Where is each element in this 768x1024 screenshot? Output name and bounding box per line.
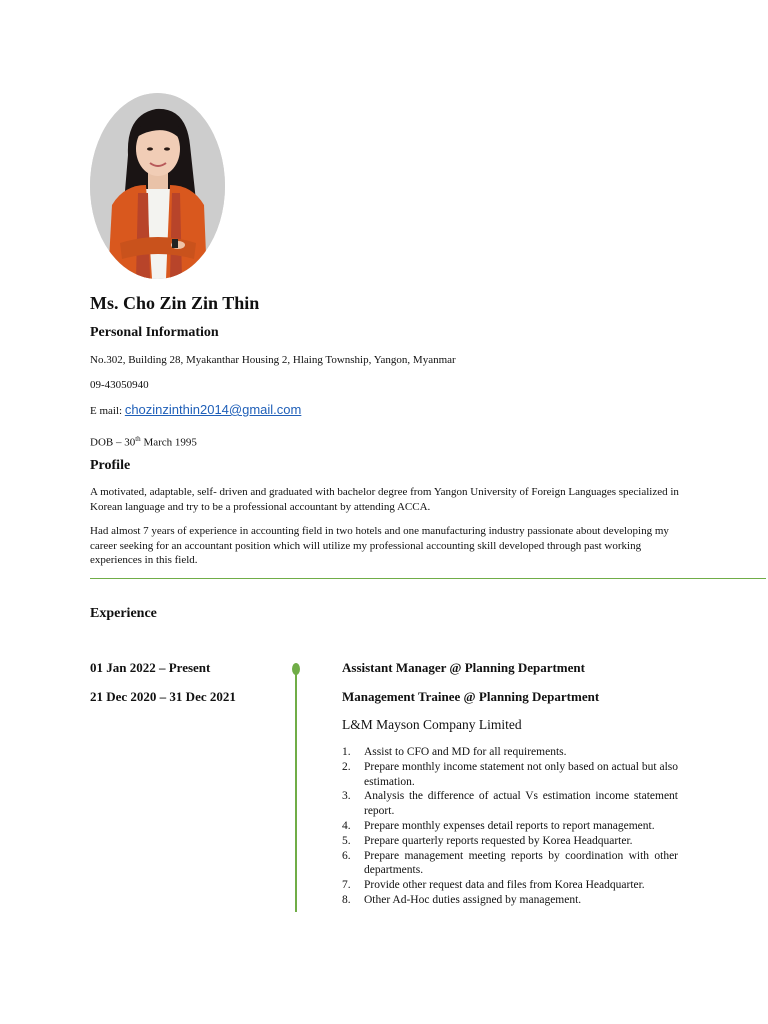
list-item: [342, 849, 678, 879]
list-item: [342, 789, 678, 819]
personal-info-heading: Personal Information: [90, 325, 219, 340]
timeline-dot: [292, 663, 300, 675]
portrait-illustration: [90, 93, 225, 279]
list-text: Assist to CFO and MD for all requirements.: [364, 746, 567, 758]
dob-suffix: March 1995: [140, 436, 197, 449]
role-title: Assistant Manager @ Planning Department: [342, 660, 585, 675]
dob-sup: th: [135, 435, 141, 443]
email-row: [90, 403, 301, 419]
list-item: [342, 745, 678, 760]
list-text: Other Ad-Hoc duties assigned by management.: [364, 893, 582, 906]
phone: 09-43050940: [90, 379, 149, 391]
list-number: 4.: [342, 819, 351, 832]
profile-photo: [90, 93, 225, 279]
list-item: [342, 819, 678, 834]
role-date: 01 Jan 2022 – Present: [90, 660, 211, 675]
section-divider: [90, 578, 766, 579]
list-number: 3.: [342, 790, 351, 803]
dob: [90, 432, 197, 450]
list-number: 6.: [342, 849, 351, 862]
list-number: 7.: [342, 879, 351, 892]
list-item: [342, 760, 678, 790]
list-number: 8.: [342, 893, 351, 906]
company-name: L&M Mayson Company Limited: [342, 717, 522, 732]
address: No.302, Building 28, Myakanthar Housing 2, Hlaing Township, Yangon, Myanmar: [90, 354, 456, 366]
profile-paragraph-1: A motivated, adaptable, self- driven and graduated with bachelor degree from Yangon University of Foreign Languages specialized in Korean language and try to be a professional accountant by attending ACCA.: [90, 486, 679, 513]
email-link[interactable]: chozinzinthin2014@gmail.com: [124, 402, 302, 417]
list-text: Prepare monthly income statement not only based on actual but also estimation.: [364, 760, 678, 788]
list-number: 1.: [342, 746, 351, 758]
profile-heading: Profile: [90, 458, 131, 473]
list-text: Prepare monthly expenses detail reports to report management.: [364, 819, 655, 832]
list-number: 2.: [342, 760, 351, 773]
role-date: 21 Dec 2020 – 31 Dec 2021: [90, 689, 236, 704]
list-text: Analysis the difference of actual Vs estimation income statement report.: [364, 790, 678, 818]
email-label: E mail:: [90, 405, 125, 417]
list-item: [342, 878, 678, 893]
duties-list: [342, 745, 678, 908]
timeline-line: [295, 668, 297, 912]
full-name: Ms. Cho Zin Zin Thin: [90, 293, 260, 313]
profile-paragraph-2: Had almost 7 years of experience in accounting field in two hotels and one manufacturing industry passionate about developing my career seeking for an accountant position which will utilize my professional accounting skill developed through past working experiences in this field.: [90, 525, 669, 566]
experience-heading: Experience: [90, 606, 157, 621]
role-title: Management Trainee @ Planning Department: [342, 689, 600, 704]
list-number: 5.: [342, 834, 351, 847]
list-item: [342, 893, 678, 908]
list-item: [342, 834, 678, 849]
list-text: Provide other request data and files from Korea Headquarter.: [364, 879, 645, 892]
dob-prefix: DOB – 30: [90, 436, 136, 449]
list-text: Prepare quarterly reports requested by Korea Headquarter.: [364, 834, 633, 847]
list-text: Prepare management meeting reports by coordination with other departments.: [364, 849, 678, 877]
